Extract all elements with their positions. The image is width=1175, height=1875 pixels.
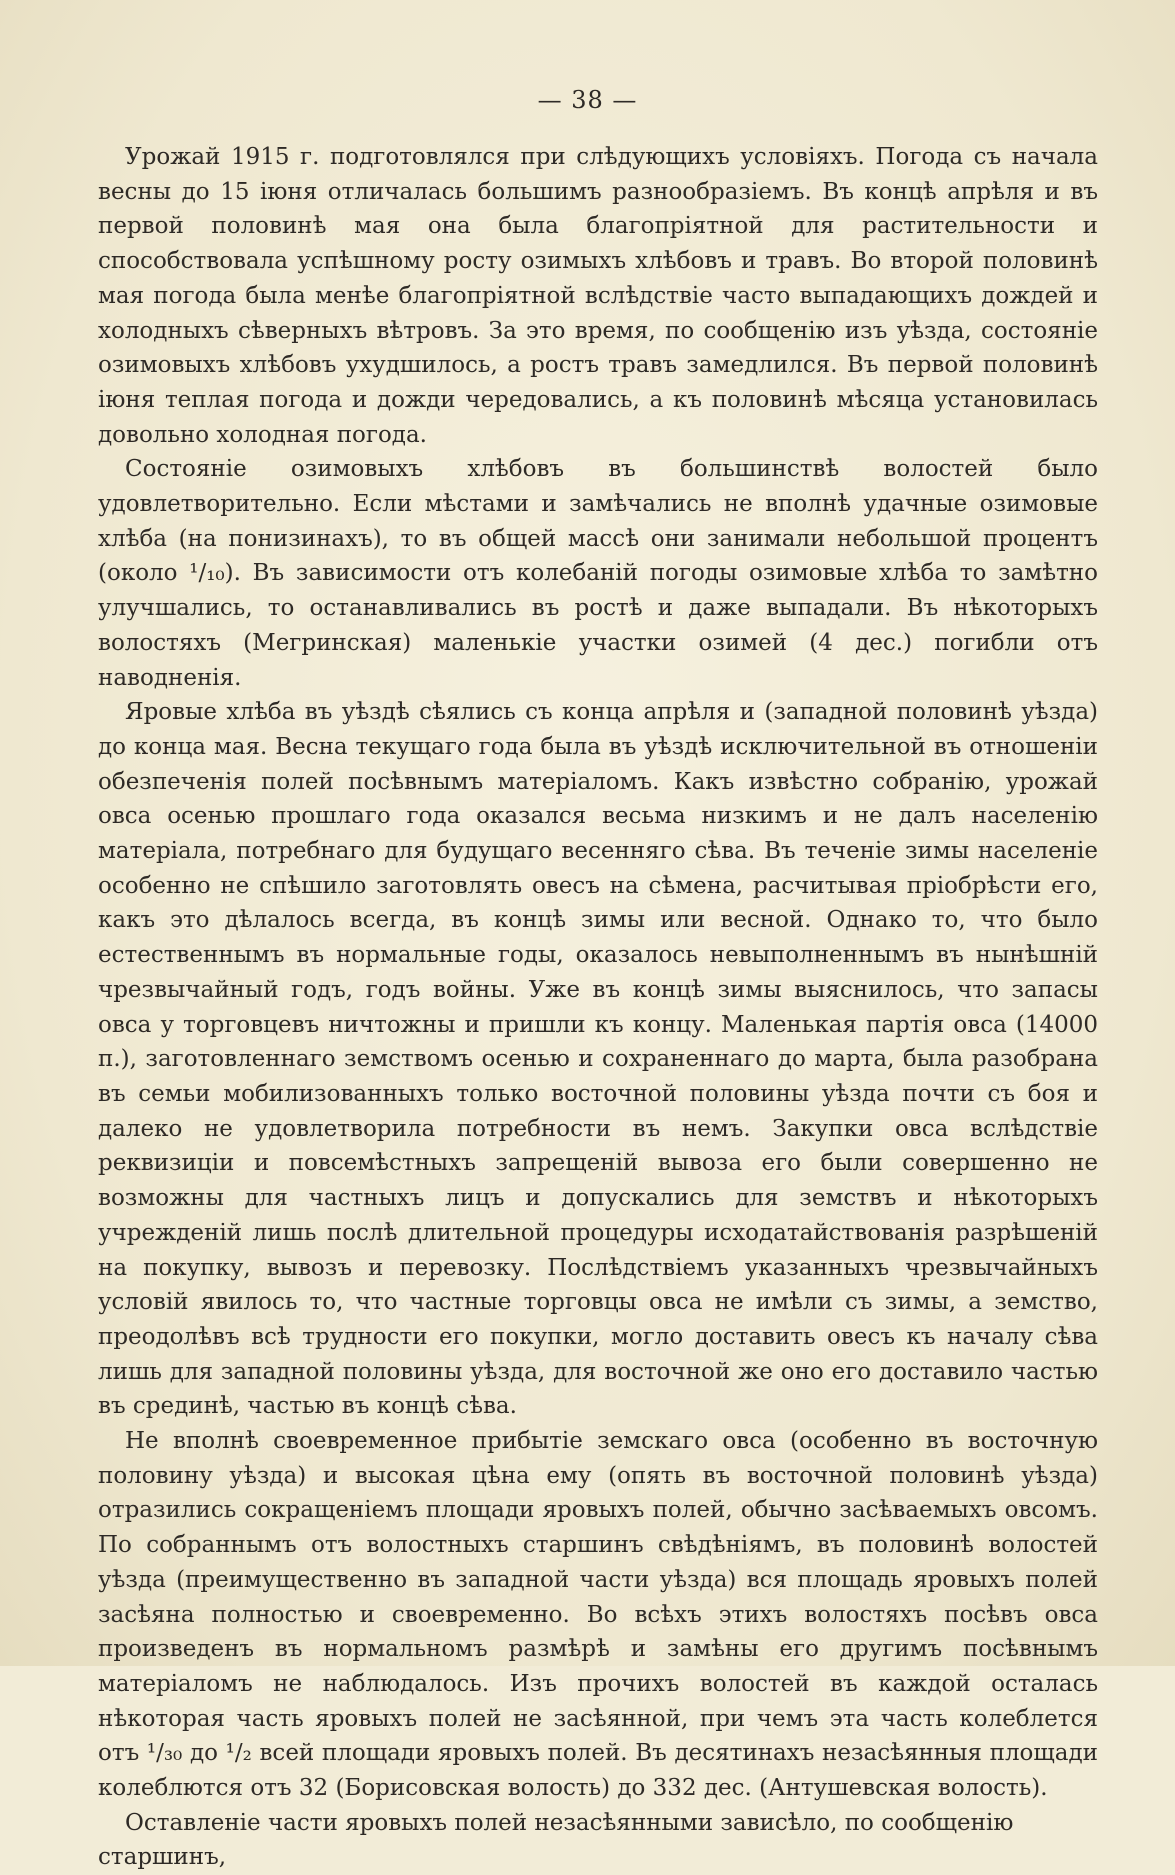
paragraph-weather-1915: Урожай 1915 г. подготовлялся при слѣдующихъ условіяхъ. Погода съ начала весны до 15 іюня отличалась большимъ разнообразіемъ. Въ концѣ апрѣля и въ первой половинѣ мая она была благопріятной для растительности и способствовала успѣшному росту озимыхъ хлѣбовъ и травъ. Во второй половинѣ мая погода была менѣе благопріятной вслѣдствіе часто выпадающихъ дождей и холодныхъ сѣверныхъ вѣтровъ. За это время, по сообщенію изъ уѣзда, состояніе озимовыхъ хлѣбовъ ухудшилось, а ростъ травъ замедлился. Въ первой половинѣ іюня теплая погода и дожди чередовались, а къ половинѣ мѣсяца установилась довольно холодная погода.	[98, 144, 1098, 448]
body-text	[98, 140, 1098, 1875]
page-number: — 38 —	[537, 86, 638, 114]
paragraph-winter-crops: Состояніе озимовыхъ хлѣбовъ въ большинствѣ волостей было удовлетворительно. Если мѣстами и замѣчались не вполнѣ удачные озимовые хлѣба (на понизинахъ), то въ общей массѣ они занимали небольшой процентъ (около ¹/₁₀). Въ зависимости отъ колебаній погоды озимовые хлѣба то замѣтно улучшались, то останавливались въ ростѣ и даже выпадали. Въ нѣкоторыхъ волостяхъ (Мегринская) маленькіе участки озимей (4 дес.) погибли отъ наводненія.	[98, 456, 1098, 691]
paragraph-sowing-area: Не вполнѣ своевременное прибытіе земскаго овса (особенно въ восточную половину уѣзда) и высокая цѣна ему (опять въ восточной половинѣ уѣзда) отразились сокращеніемъ площади яровыхъ полей, обычно засѣваемыхъ овсомъ. По собраннымъ отъ волостныхъ старшинъ свѣдѣніямъ, въ половинѣ волостей уѣзда (преимущественно въ западной части уѣзда) вся площадь яровыхъ полей засѣяна полностью и своевременно. Во всѣхъ этихъ волостяхъ посѣвъ овса произведенъ въ нормальномъ размѣрѣ и замѣны его другимъ посѣвнымъ матеріаломъ не наблюдалось. Изъ прочихъ волостей въ каждой осталась нѣкоторая часть яровыхъ полей не засѣянной, при чемъ эта часть колеблется отъ ¹/₃₀ до ¹/₂ всей площади яровыхъ полей. Въ десятинахъ незасѣянныя площади колеблются отъ 32 (Борисовская волость) до 332 дес. (Антушевская волость).	[98, 1428, 1098, 1802]
paragraph-unsown-fields: Оставленіе части яровыхъ полей незасѣянными зависѣло, по сообщенію старшинъ,	[98, 1809, 1014, 1871]
paragraph-spring-crops: Яровые хлѣба въ уѣздѣ сѣялись съ конца апрѣля и (западной половинѣ уѣзда) до конца мая. Весна текущаго года была въ уѣздѣ исключительной въ отношеніи обезпеченія полей посѣвнымъ матеріаломъ. Какъ извѣстно собранію, урожай овса осенью прошлаго года оказался весьма низкимъ и не далъ населенію матеріала, потребнаго для будущаго весенняго сѣва. Въ теченіе зимы населеніе особенно не спѣшило заготовлять овесъ на сѣмена, расчитывая пріобрѣсти его, какъ это дѣлалось всегда, въ концѣ зимы или весной. Однако то, что было естественнымъ въ нормальные годы, оказалось невыполненнымъ въ нынѣшній чрезвычайный годъ, годъ войны. Уже въ концѣ зимы выяснилось, что запасы овса у торговцевъ ничтожны и пришли къ концу. Маленькая партія овса (14000 п.), заготовленнаго земствомъ осенью и сохраненнаго до марта, была разобрана въ семьи мобилизованныхъ только восточной половины уѣзда почти съ боя и далеко не удовлетворила потребности въ немъ. Закупки овса вслѣдствіе реквизиціи и повсемѣстныхъ запрещеній вывоза его были совершенно не возможны для частныхъ лицъ и допускались для земствъ и нѣкоторыхъ учрежденій лишь послѣ длительной процедуры исходатайствованія разрѣшеній на покупку, вывозъ и перевозку. Послѣдствіемъ указанныхъ чрезвычайныхъ условій явилось то, что частные торговцы овса не имѣли съ зимы, а земство, преодолѣвъ всѣ трудности его покупки, могло доставить овесъ къ началу сѣва лишь для западной половины уѣзда, для восточной же оно его доставило частью въ срединѣ, частью въ концѣ сѣва.	[98, 699, 1098, 1420]
